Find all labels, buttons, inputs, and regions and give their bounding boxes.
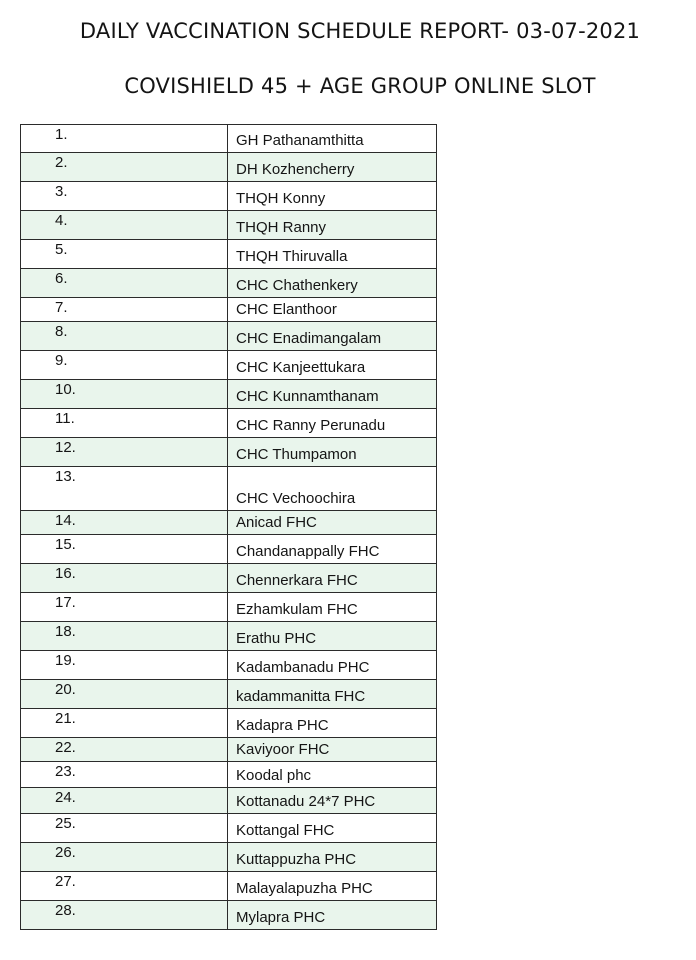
- row-number: 7.: [21, 298, 228, 322]
- table-row: [21, 182, 437, 211]
- health-centre-name: DH Kozhencherry: [228, 153, 437, 182]
- row-number: 3.: [21, 182, 228, 211]
- health-centre-name: CHC Enadimangalam: [228, 322, 437, 351]
- health-centre-name: Kadapra PHC: [228, 709, 437, 738]
- table-row: [21, 380, 437, 409]
- row-number: 5.: [21, 240, 228, 269]
- health-centre-name: CHC Elanthoor: [228, 298, 437, 322]
- row-number: 23.: [21, 762, 228, 788]
- health-centre-name: Ezhamkulam FHC: [228, 593, 437, 622]
- row-number: 21.: [21, 709, 228, 738]
- table-row: [21, 438, 437, 467]
- table-row: [21, 651, 437, 680]
- health-centre-name: CHC Kanjeettukara: [228, 351, 437, 380]
- table-row: [21, 125, 437, 153]
- health-centre-name: kadammanitta FHC: [228, 680, 437, 709]
- health-centre-name: GH Pathanamthitta: [228, 125, 437, 153]
- health-centre-name: CHC Vechoochira: [228, 467, 437, 511]
- table-row: [21, 622, 437, 651]
- row-number: 14.: [21, 511, 228, 535]
- health-centre-name: Kottangal FHC: [228, 814, 437, 843]
- table-row: [21, 535, 437, 564]
- row-number: 24.: [21, 788, 228, 814]
- schedule-table-body: [21, 125, 437, 930]
- table-row: [21, 511, 437, 535]
- table-row: [21, 211, 437, 240]
- health-centre-name: Kaviyoor FHC: [228, 738, 437, 762]
- table-row: [21, 269, 437, 298]
- table-row: [21, 351, 437, 380]
- row-number: 20.: [21, 680, 228, 709]
- health-centre-name: Koodal phc: [228, 762, 437, 788]
- schedule-table: [20, 124, 437, 930]
- health-centre-name: CHC Ranny Perunadu: [228, 409, 437, 438]
- health-centre-name: Anicad FHC: [228, 511, 437, 535]
- health-centre-name: Malayalapuzha PHC: [228, 872, 437, 901]
- table-row: [21, 409, 437, 438]
- table-row: [21, 843, 437, 872]
- row-number: 17.: [21, 593, 228, 622]
- table-row: [21, 901, 437, 930]
- row-number: 27.: [21, 872, 228, 901]
- health-centre-name: Chennerkara FHC: [228, 564, 437, 593]
- health-centre-name: THQH Konny: [228, 182, 437, 211]
- row-number: 2.: [21, 153, 228, 182]
- health-centre-name: THQH Thiruvalla: [228, 240, 437, 269]
- health-centre-name: Kadambanadu PHC: [228, 651, 437, 680]
- row-number: 9.: [21, 351, 228, 380]
- row-number: 26.: [21, 843, 228, 872]
- row-number: 10.: [21, 380, 228, 409]
- table-row: [21, 872, 437, 901]
- row-number: 15.: [21, 535, 228, 564]
- table-row: [21, 762, 437, 788]
- table-row: [21, 738, 437, 762]
- row-number: 1.: [21, 125, 228, 153]
- row-number: 4.: [21, 211, 228, 240]
- table-row: [21, 814, 437, 843]
- table-row: [21, 467, 437, 511]
- table-row: [21, 564, 437, 593]
- row-number: 11.: [21, 409, 228, 438]
- health-centre-name: Kottanadu 24*7 PHC: [228, 788, 437, 814]
- row-number: 13.: [21, 467, 228, 511]
- row-number: 18.: [21, 622, 228, 651]
- health-centre-name: THQH Ranny: [228, 211, 437, 240]
- table-row: [21, 240, 437, 269]
- table-row: [21, 709, 437, 738]
- table-row: [21, 298, 437, 322]
- table-row: [21, 593, 437, 622]
- report-subtitle: COVISHIELD 45 + AGE GROUP ONLINE SLOT: [124, 74, 596, 98]
- table-row: [21, 788, 437, 814]
- report-title: DAILY VACCINATION SCHEDULE REPORT- 03-07-2021: [79, 19, 641, 43]
- table-row: [21, 680, 437, 709]
- table-row: [21, 153, 437, 182]
- row-number: 16.: [21, 564, 228, 593]
- health-centre-name: CHC Kunnamthanam: [228, 380, 437, 409]
- row-number: 22.: [21, 738, 228, 762]
- row-number: 28.: [21, 901, 228, 930]
- row-number: 6.: [21, 269, 228, 298]
- health-centre-name: Erathu PHC: [228, 622, 437, 651]
- health-centre-name: Kuttappuzha PHC: [228, 843, 437, 872]
- row-number: 19.: [21, 651, 228, 680]
- table-row: [21, 322, 437, 351]
- health-centre-name: Chandanappally FHC: [228, 535, 437, 564]
- health-centre-name: Mylapra PHC: [228, 901, 437, 930]
- row-number: 8.: [21, 322, 228, 351]
- health-centre-name: CHC Chathenkery: [228, 269, 437, 298]
- row-number: 12.: [21, 438, 228, 467]
- health-centre-name: CHC Thumpamon: [228, 438, 437, 467]
- row-number: 25.: [21, 814, 228, 843]
